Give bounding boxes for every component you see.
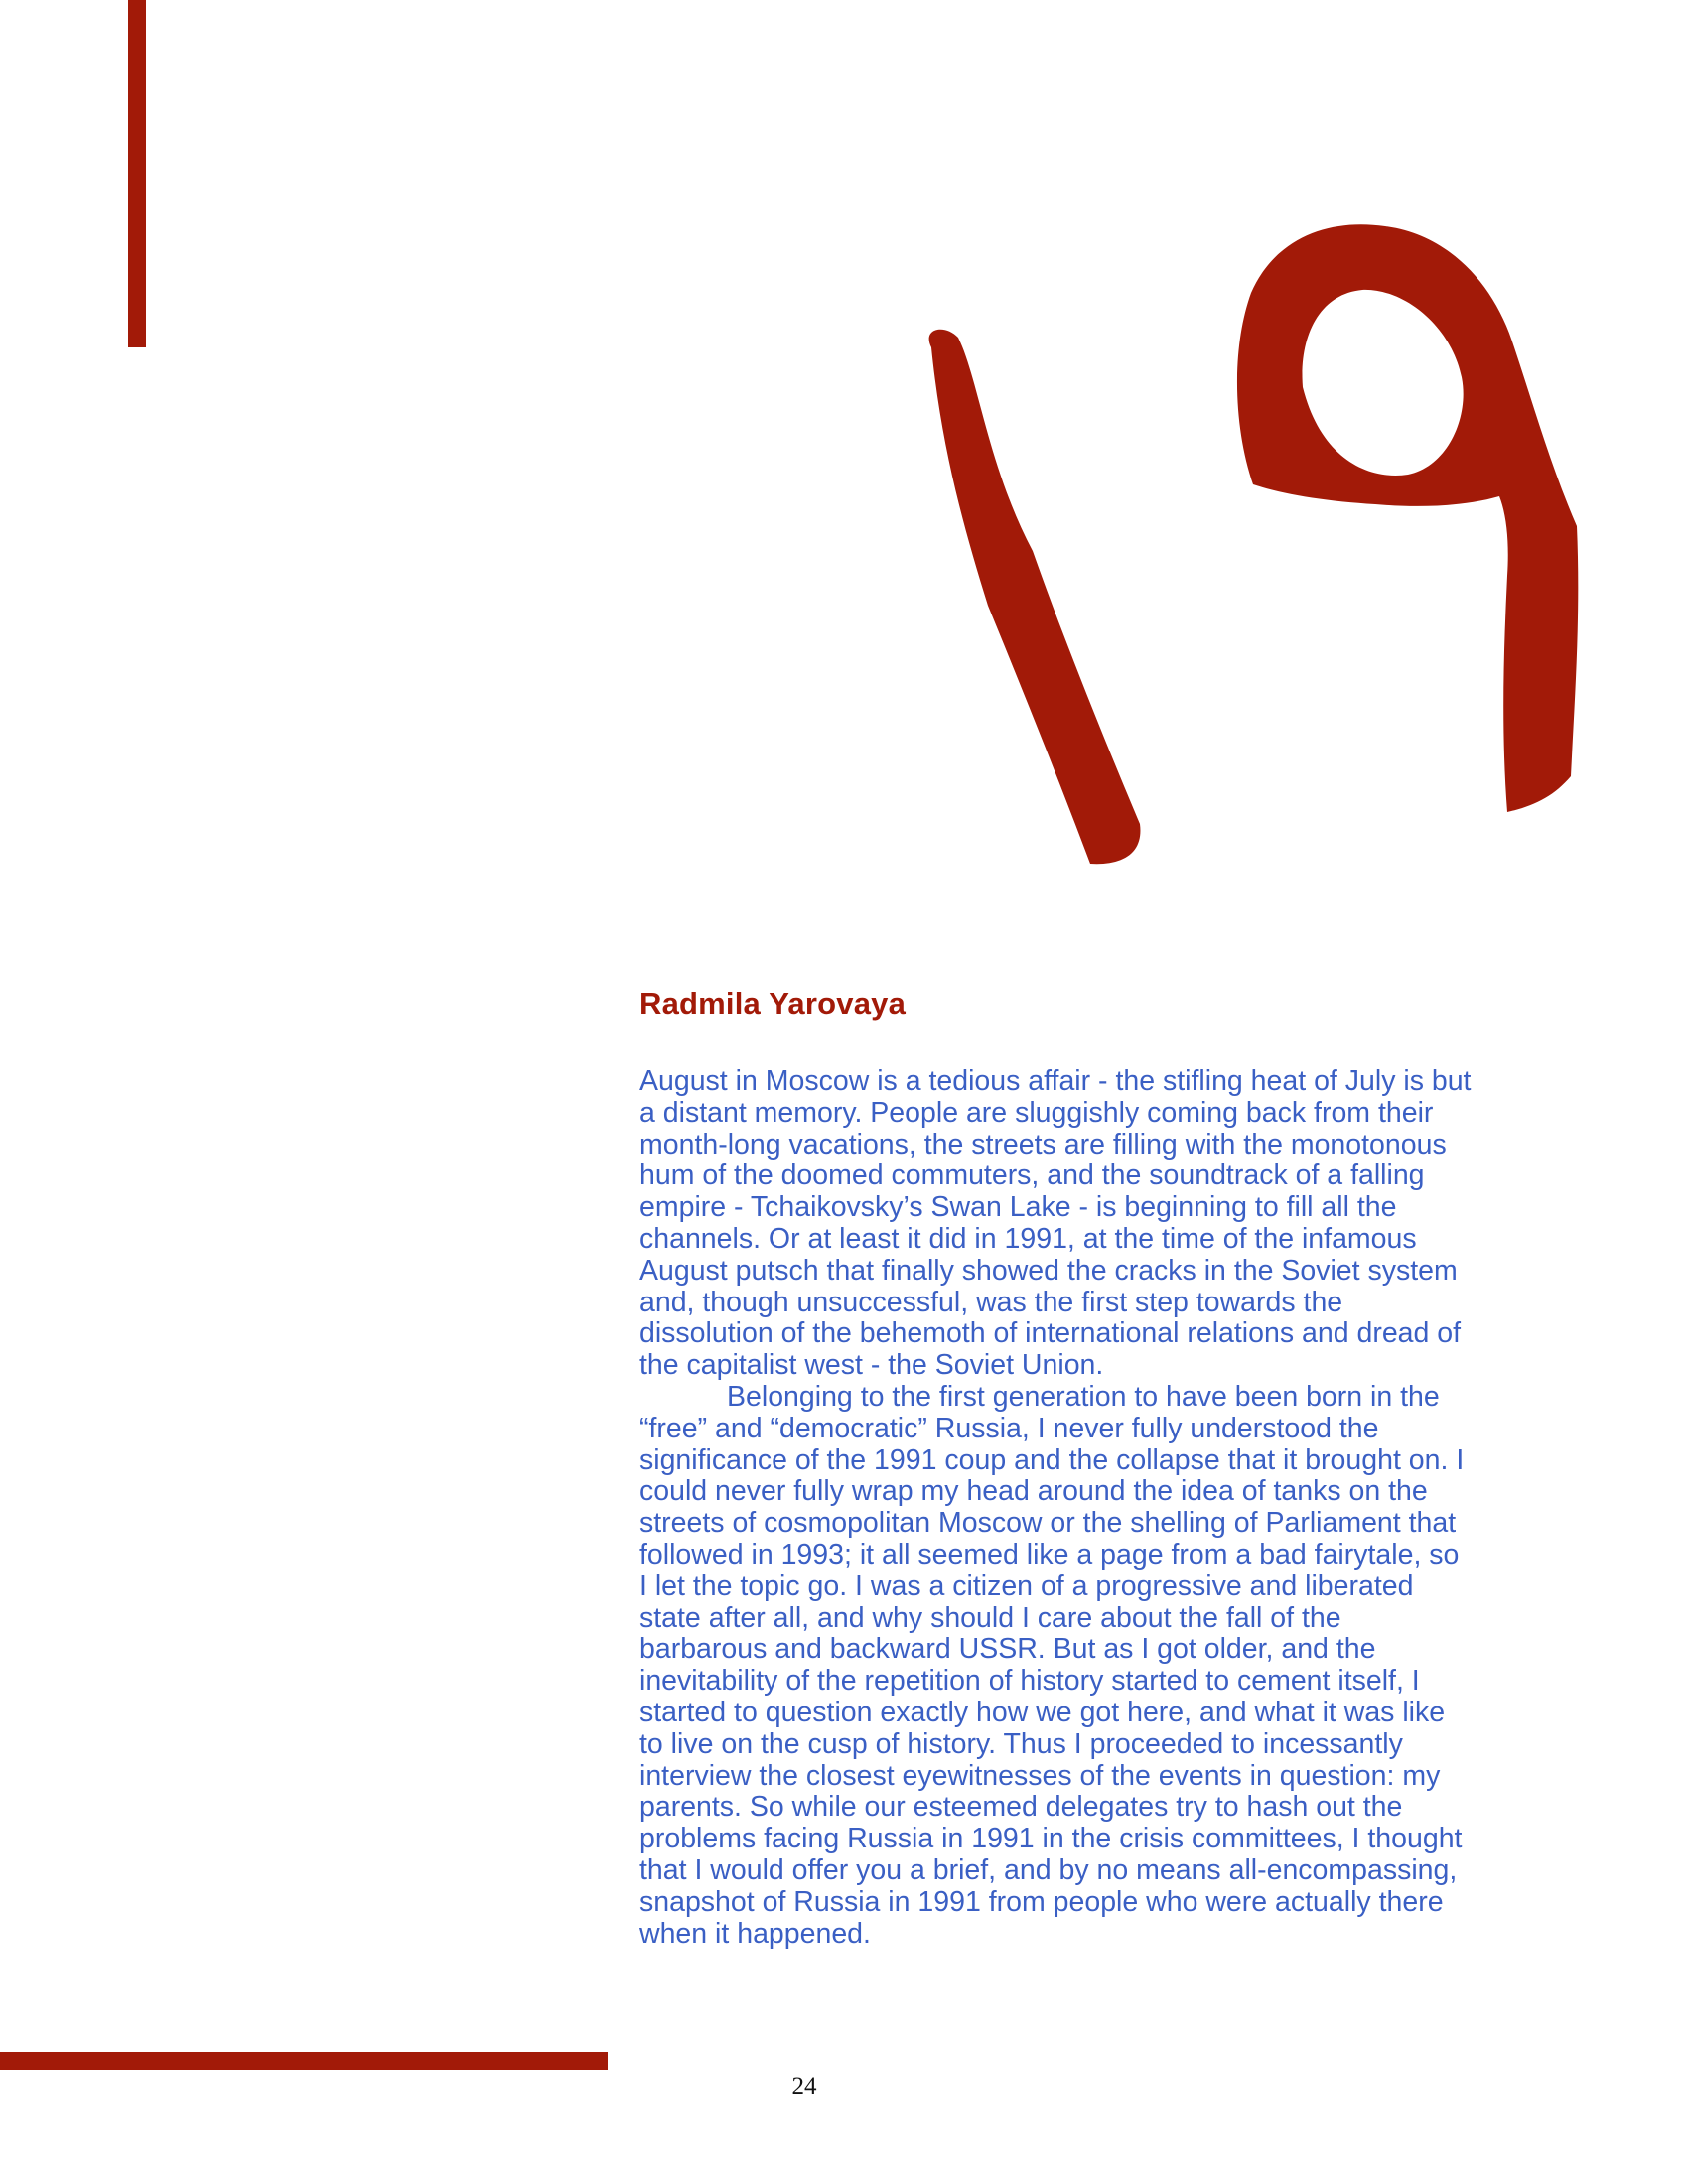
text-line: I let the topic go. I was a citizen of a progressive and liberated (639, 1570, 1414, 1602)
large-numeral-19 (0, 0, 1688, 893)
text-line: snapshot of Russia in 1991 from people who were actually there (639, 1885, 1444, 1918)
text-line: parents. So while our esteemed delegates try to hash out the (639, 1791, 1403, 1824)
text-line: that I would offer you a brief, and by no means all-encompassing, (639, 1853, 1458, 1886)
text-line: month-long vacations, the streets are filling with the monotonous (639, 1128, 1447, 1160)
text-line: empire - Tchaikovsky’s Swan Lake - is beginning to fill all the (639, 1191, 1397, 1224)
text-line: hum of the doomed commuters, and the soundtrack of a falling (639, 1160, 1425, 1192)
text-line: could never fully wrap my head around the idea of tanks on the (639, 1475, 1428, 1508)
numeral-nine-stroke (1237, 224, 1578, 812)
page-number: 24 (791, 2073, 817, 2100)
text-line: “free” and “democratic” Russia, I never fully understood the (639, 1412, 1379, 1444)
text-line: to live on the cusp of history. Thus I proceeded to incessantly (639, 1727, 1403, 1760)
text-line: interview the closest eyewitnesses of the events in question: my (639, 1759, 1441, 1792)
paragraph-2 (639, 1382, 1513, 1950)
text-line: problems facing Russia in 1991 in the crisis committees, I thought (639, 1823, 1463, 1855)
text-line: inevitability of the repetition of history started to cement itself, I (639, 1665, 1420, 1698)
text-line: started to question exactly how we got here, and what it was like (639, 1696, 1446, 1728)
bottom-horizontal-rule (0, 2052, 608, 2070)
text-line: barbarous and backward USSR. But as I got older, and the (639, 1633, 1376, 1666)
text-line: August putsch that finally showed the cracks in the Soviet system (639, 1254, 1458, 1287)
article-body (639, 1066, 1513, 1950)
text-line: channels. Or at least it did in 1991, at the time of the infamous (639, 1222, 1417, 1255)
text-line: state after all, and why should I care about the fall of the (639, 1601, 1341, 1634)
paragraph-1 (639, 1066, 1513, 1382)
numeral-one-stroke (929, 330, 1141, 865)
text-line: streets of cosmopolitan Moscow or the shelling of Parliament that (639, 1507, 1457, 1540)
text-line: Belonging to the first generation to have been born in the (727, 1380, 1440, 1413)
text-line: significance of the 1991 coup and the collapse that it brought on. I (639, 1443, 1465, 1476)
text-line: August in Moscow is a tedious affair - the stifling heat of July is but (639, 1065, 1472, 1097)
text-line: and, though unsuccessful, was the first step towards the (639, 1286, 1343, 1318)
text-line: followed in 1993; it all seemed like a page from a bad fairytale, so (639, 1538, 1460, 1570)
text-line: the capitalist west - the Soviet Union. (639, 1349, 1104, 1382)
author-name: Radmila Yarovaya (639, 986, 907, 1021)
text-line: dissolution of the behemoth of international relations and dread of (639, 1317, 1462, 1350)
text-line: a distant memory. People are sluggishly coming back from their (639, 1096, 1434, 1129)
text-line: when it happened. (639, 1917, 871, 1950)
